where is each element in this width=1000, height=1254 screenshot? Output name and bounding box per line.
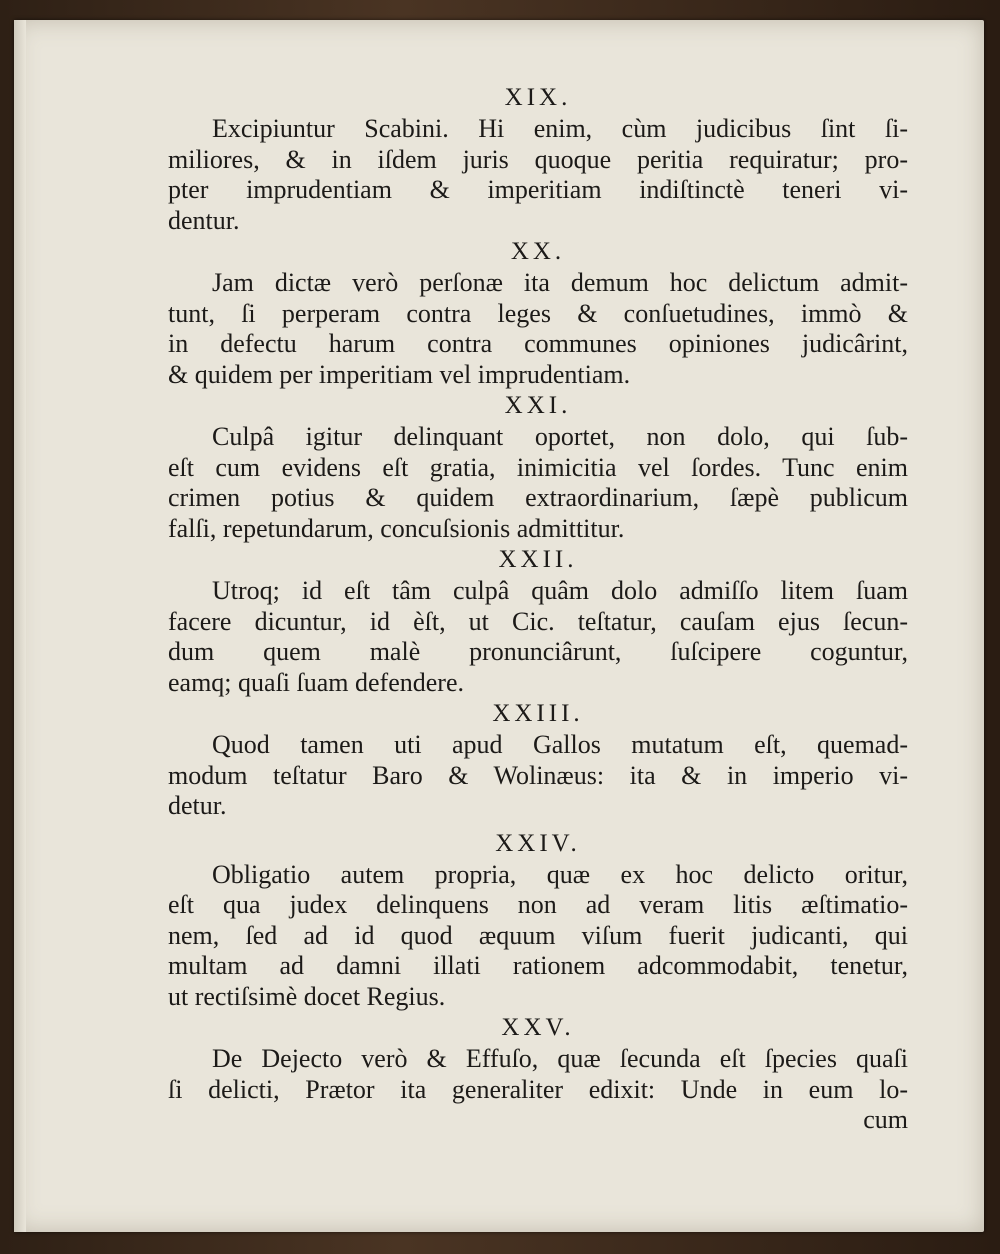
page-gutter-shadow — [14, 20, 26, 1232]
section-heading: XIX. — [504, 84, 572, 111]
text-line: eſt cum evidens eſt gratia, inimicitia vel ſordes. Tunc enim — [168, 452, 908, 482]
paragraph — [168, 268, 908, 390]
text-line: Quod tamen uti apud Gallos mutatum eſt, quemad- — [212, 730, 908, 759]
text-line: dum quem malè pronunciârunt, ſuſcipere coguntur, — [168, 637, 908, 666]
text-line: & quidem per imperitiam vel imprudentiam. — [168, 359, 631, 389]
text-line: facere dicuntur, id èſt, ut Cic. teſtatur, cauſam ejus ſecun- — [168, 606, 908, 636]
text-line: eamq; quaſi ſuam defendere. — [168, 667, 464, 697]
text-line: dentur. — [168, 205, 240, 235]
text-line: falſi, repetundarum, concuſsionis admittitur. — [168, 513, 625, 543]
section-heading: XXI. — [504, 392, 572, 419]
text-line: Culpâ igitur delinquant oportet, non dolo, qui ſub- — [212, 422, 908, 451]
text-line: De Dejecto verò & Effuſo, quæ ſecunda eſt ſpecies quaſi — [212, 1044, 908, 1073]
paragraph — [168, 422, 908, 544]
text-line: modum teſtatur Baro & Wolinæus: ita & in imperio vi- — [168, 760, 908, 790]
paragraph — [168, 576, 908, 698]
text-line: Jam dictæ verò perſonæ ita demum hoc delictum admit- — [212, 268, 908, 297]
text-line: Obligatio autem propria, quæ ex hoc delicto oritur, — [212, 859, 908, 889]
text-line: in defectu harum contra communes opiniones judicârint, — [168, 329, 908, 358]
paragraph — [168, 730, 908, 822]
text-line: Excipiuntur Scabini. Hi enim, cùm judicibus ſint ſi- — [212, 114, 908, 143]
section-heading: XXV. — [501, 1014, 575, 1041]
paragraph — [168, 114, 908, 236]
text-line: Utroq; id eſt tâm culpâ quâm dolo admiſſo litem ſuam — [212, 576, 908, 605]
text-line: nem, ſed ad id quod æquum viſum fuerit judicanti, qui — [168, 920, 908, 950]
text-line: detur. — [168, 791, 227, 820]
text-line: ut rectiſsimè docet Regius. — [168, 981, 446, 1011]
section-heading: XXIII. — [492, 700, 584, 727]
text-line: miliores, & in iſdem juris quoque peritia requiratur; pro- — [168, 144, 908, 174]
text-line: multam ad damni illati rationem adcommodabit, tenetur, — [168, 951, 908, 980]
text-line: ſi delicti, Prætor ita generaliter edixit: Unde in eum lo- — [168, 1074, 908, 1104]
paragraph — [168, 860, 908, 1013]
text-line: crimen potius & quidem extraordinarium, ſæpè publicum — [168, 483, 908, 512]
section-heading: XX. — [510, 238, 566, 265]
text-line: eſt qua judex delinquens non ad veram litis æſtimatio- — [168, 890, 908, 919]
text-line: pter imprudentiam & imperitiam indiſtinctè teneri vi- — [168, 175, 908, 204]
paragraph — [168, 1044, 908, 1105]
section-heading: XXIV. — [495, 829, 581, 857]
section-heading: XXII. — [498, 546, 578, 573]
text-line: tunt, ſi perperam contra leges & conſuetudines, immò & — [168, 298, 908, 328]
catchword: cum — [863, 1105, 908, 1134]
page-text — [168, 82, 908, 1136]
